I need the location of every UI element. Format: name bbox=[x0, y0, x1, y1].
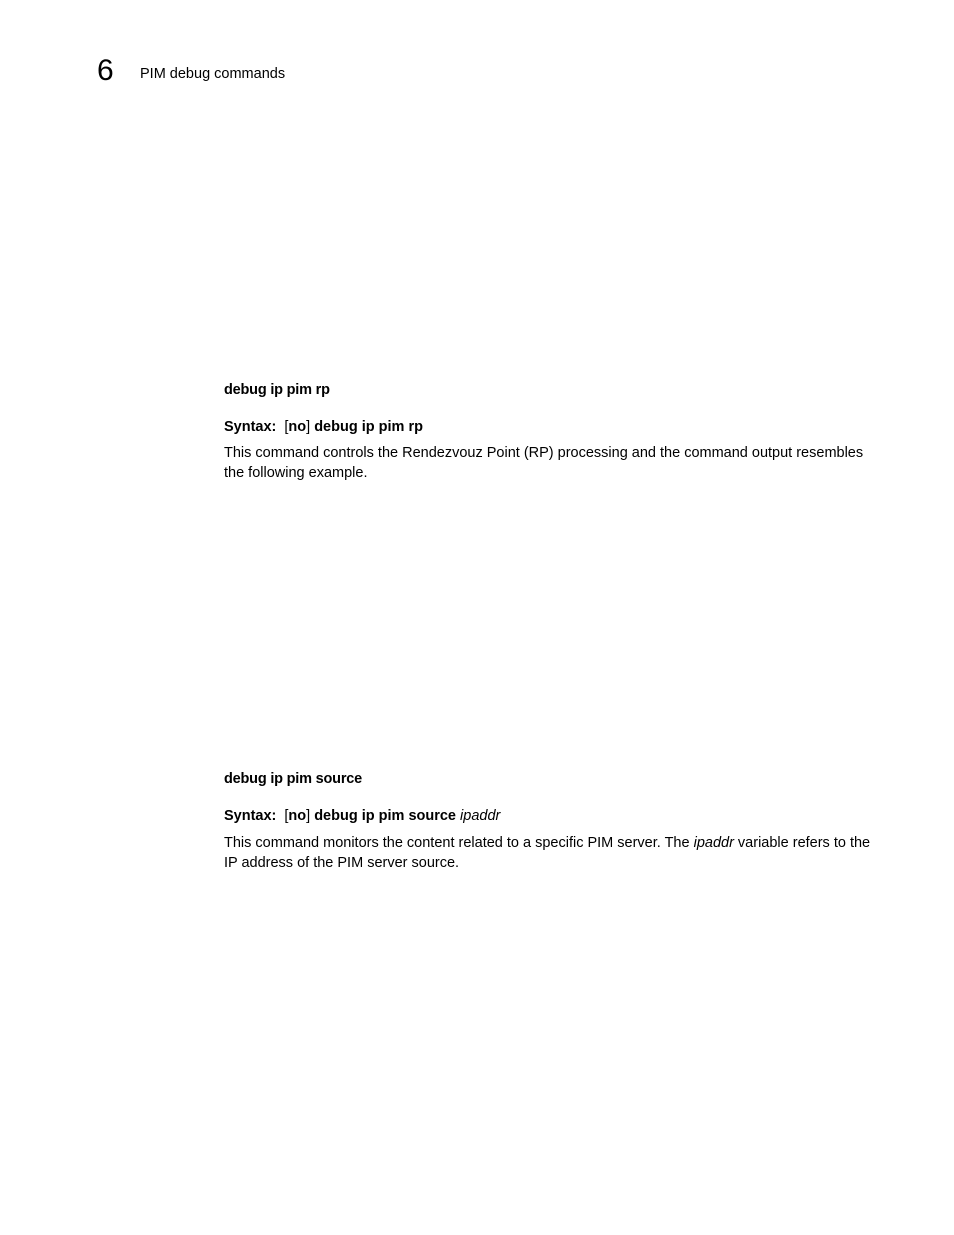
open-bracket: [ bbox=[284, 808, 289, 824]
description-text-before: This command monitors the content related to a specific PIM server. The bbox=[224, 835, 694, 851]
description-text-after: variable refers to the IP address of the PIM server source. bbox=[224, 835, 871, 871]
syntax-label: Syntax: bbox=[224, 419, 277, 435]
chapter-number: 6 bbox=[97, 54, 114, 87]
description-source bbox=[224, 834, 874, 873]
syntax-variable-ipaddr: ipaddr bbox=[460, 808, 501, 824]
optional-keyword-no: no bbox=[288, 419, 307, 435]
command-heading-source: debug ip pim source bbox=[224, 771, 362, 787]
command-heading-rp: debug ip pim rp bbox=[224, 382, 330, 398]
syntax-label: Syntax: bbox=[224, 808, 277, 824]
syntax-line-source bbox=[224, 807, 874, 825]
open-bracket: [ bbox=[284, 419, 289, 435]
close-bracket: ] bbox=[306, 419, 311, 435]
syntax-command: debug ip pim rp bbox=[314, 419, 423, 435]
description-variable-ipaddr: ipaddr bbox=[693, 835, 734, 851]
close-bracket: ] bbox=[306, 808, 311, 824]
running-header-title: PIM debug commands bbox=[140, 66, 286, 82]
syntax-line-rp bbox=[224, 418, 874, 436]
description-rp: This command controls the Rendezvouz Point (RP) processing and the command output resembles the following example. bbox=[224, 445, 864, 481]
optional-keyword-no: no bbox=[288, 808, 307, 824]
syntax-command: debug ip pim source bbox=[314, 808, 456, 824]
